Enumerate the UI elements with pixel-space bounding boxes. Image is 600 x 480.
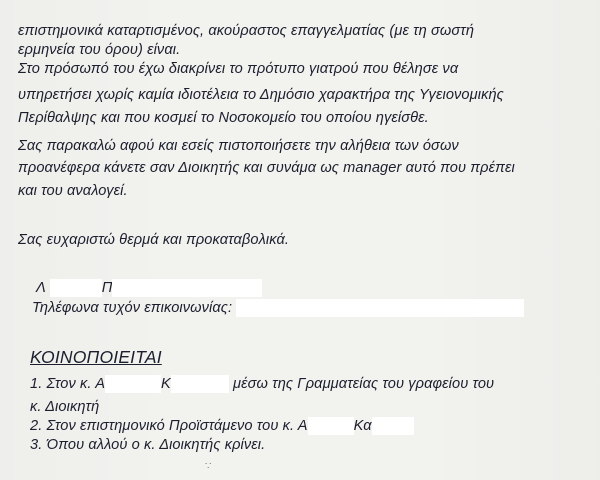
notify-item-3: 3. Όπου αλλού ο κ. Διοικητής κρίνει. xyxy=(30,437,266,453)
redaction-box xyxy=(112,279,262,297)
signature-initial-last: Π xyxy=(101,280,113,296)
body-line-5: Περίθαλψης και που κοσμεί το Νοσοκομείο του οποίου ηγείσθε. xyxy=(18,110,429,126)
notify-item-1 xyxy=(30,375,494,393)
notify-item-1-suffix: μέσω της Γραμματείας του γραφείου του xyxy=(233,376,495,392)
phone-line xyxy=(32,299,524,317)
body-line-6: Σας παρακαλώ αφού και εσείς πιστοποιήσετε την αλήθεια των όσων xyxy=(18,138,459,154)
notify-item-1-k: Κ xyxy=(161,376,171,392)
signature-initial-first: Λ xyxy=(36,280,46,296)
redaction-box xyxy=(308,417,354,435)
notify-item-1-cont: κ. Διοικητή xyxy=(30,399,100,415)
body-line-4: υπηρετήσει χωρίς καμία ιδιοτέλεια το Δημόσιο χαρακτήρα της Υγειονομικής xyxy=(18,87,504,103)
notify-item-2-k: Κα xyxy=(353,418,372,434)
notify-item-2-prefix: 2. Στον επιστημονικό Προϊστάμενο του κ. Α xyxy=(30,418,308,434)
notify-item-1-prefix: 1. Στον κ. Α xyxy=(30,376,106,392)
signature-line xyxy=(36,279,262,297)
body-line-3: Στο πρόσωπό του έχω διακρίνει το πρότυπο γιατρού που θέλησε να xyxy=(18,61,459,77)
redaction-box xyxy=(50,279,102,297)
body-line-1: επιστημονικά καταρτισμένος, ακούραστος επαγγελματίας (με τη σωστή xyxy=(18,23,475,39)
notify-item-2 xyxy=(30,417,414,435)
closing-line: Σας ευχαριστώ θερμά και προκαταβολικά. xyxy=(18,232,290,248)
body-line-8: και του αναλογεί. xyxy=(18,183,128,199)
redaction-box xyxy=(236,299,524,317)
body-line-7: προανέφερα κάνετε σαν Διοικητής και συνάμα ως manager αυτό που πρέπει xyxy=(18,160,515,176)
redaction-box xyxy=(105,375,161,393)
notify-heading: ΚΟΙΝΟΠΟΙΕΙΤΑΙ xyxy=(30,347,162,367)
body-line-2: ερμηνεία του όρου) είναι. xyxy=(18,42,181,58)
phone-label: Τηλέφωνα τυχόν επικοινωνίας: xyxy=(32,300,233,316)
redaction-box xyxy=(171,375,229,393)
redaction-box xyxy=(372,417,414,435)
stamp-mark: ∵ xyxy=(205,461,212,472)
